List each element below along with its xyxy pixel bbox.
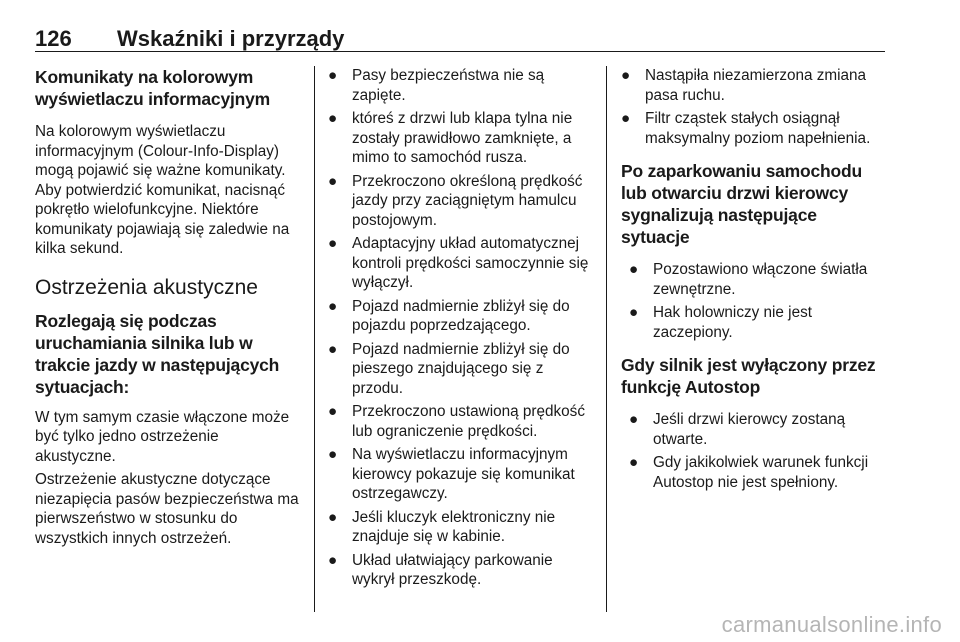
header-divider <box>35 51 885 52</box>
list-item <box>328 234 594 293</box>
bullet-icon: ● <box>629 454 639 471</box>
heading-while-starting: Rozlegają się podczas uruchamiania silnika lub w trakcie jazdy w następujących sytuacjach: <box>35 310 280 397</box>
paragraph-one-warning: W tym samym czasie włączone może być tylko jedno ostrzeżenie akustyczne. <box>35 408 290 465</box>
list-item-text: Jeśli drzwi kierowcy zostaną otwarte. <box>653 411 846 448</box>
list-item <box>328 445 594 504</box>
watermark: carmanualsonline.info <box>721 612 942 637</box>
bullet-icon: ● <box>328 172 338 190</box>
bullet-icon: ● <box>328 551 338 569</box>
list-item-text: Przekroczono określoną prędkość jazdy przy zaciągniętym hamulcu postojowym. <box>352 172 583 229</box>
list-item-text: Pojazd nadmiernie zbliżył się do pojazdu poprzedzającego. <box>352 297 570 334</box>
list-item-text: Przekroczono ustawioną prędkość lub ograniczenie prędkości. <box>352 403 585 440</box>
column-divider-1 <box>314 66 315 612</box>
bullet-icon: ● <box>328 340 338 358</box>
bullet-icon: ● <box>629 261 639 278</box>
column-1 <box>35 66 303 548</box>
list-item-text: Układ ułatwiający parkowanie wykrył przeszkodę. <box>352 551 553 588</box>
page-number: 126 <box>35 26 72 51</box>
column-2 <box>328 66 594 590</box>
running-title: Wskaźniki i przyrządy <box>117 26 345 51</box>
bullet-icon: ● <box>328 235 338 252</box>
heading-autostop: Gdy silnik jest wyłączony przez funkcję Autostop <box>621 355 876 397</box>
warning-list <box>328 66 594 590</box>
bullet-icon: ● <box>621 67 631 84</box>
list-item-text: Pasy bezpieczeństwa nie są zapięte. <box>352 67 545 104</box>
list-item-text: Jeśli kluczyk elektroniczny nie znajduje się w kabinie. <box>352 508 556 545</box>
list-item <box>328 172 594 231</box>
bullet-icon: ● <box>621 110 631 127</box>
autostop-warning-list <box>621 410 889 492</box>
bullet-icon: ● <box>328 110 338 127</box>
list-item-text: Gdy jakikolwiek warunek funkcji Autostop nie jest spełniony. <box>653 454 869 491</box>
list-item <box>328 66 594 105</box>
list-item-text: Na wyświetlaczu informacyjnym kierowcy pokazuje się komunikat ostrzegawczy. <box>352 446 575 502</box>
heading-after-parking: Po zaparkowaniu samochodu lub otwarciu drzwi kierowcy sygnalizują następujące sytuacje <box>621 161 863 247</box>
list-item-text: Hak holowniczy nie jest zaczepiony. <box>653 304 812 341</box>
bullet-icon: ● <box>328 297 338 315</box>
heading-color-info-messages: Komunikaty na kolorowym wyświetlaczu informacyjnym <box>35 67 271 109</box>
bullet-icon: ● <box>328 67 338 84</box>
page-header <box>35 26 885 50</box>
list-item <box>328 508 594 547</box>
list-item-text: któreś z drzwi lub klapa tylna nie zostały prawidłowo zamknięte, a mimo to samochód rusza. <box>352 110 573 166</box>
list-item-text: Pozostawiono włączone światła zewnętrzne. <box>653 261 868 298</box>
bullet-icon: ● <box>328 508 338 526</box>
list-item <box>328 297 594 336</box>
column-divider-2 <box>606 66 607 612</box>
bullet-icon: ● <box>629 411 639 428</box>
list-item <box>328 109 594 168</box>
list-item <box>629 453 889 492</box>
list-item <box>328 551 594 590</box>
list-item <box>629 303 889 342</box>
list-item <box>629 410 889 449</box>
bullet-icon: ● <box>328 403 338 420</box>
list-item-text: Nastąpiła niezamierzona zmiana pasa ruchu. <box>645 67 867 104</box>
list-item-text: Pojazd nadmiernie zbliżył się do pieszego znajdującego się z przodu. <box>352 340 570 397</box>
warning-list-continued <box>621 66 889 148</box>
list-item <box>328 340 594 399</box>
list-item <box>328 402 594 441</box>
bullet-icon: ● <box>629 304 639 321</box>
list-item <box>629 260 889 299</box>
bullet-icon: ● <box>328 446 338 463</box>
parking-warning-list <box>621 260 889 342</box>
list-item <box>621 66 889 105</box>
section-title-acoustic-warnings: Ostrzeżenia akustyczne <box>35 275 258 299</box>
list-item-text: Filtr cząstek stałych osiągnął maksymalny poziom napełnienia. <box>645 110 871 147</box>
list-item-text: Adaptacyjny układ automatycznej kontroli prędkości samoczynnie się wyłączył. <box>352 235 589 291</box>
paragraph-seatbelt-priority: Ostrzeżenie akustyczne dotyczące niezapięcia pasów bezpieczeństwa ma pierwszeństwo w stosunku do wszystkich innych ostrzeżeń. <box>35 471 299 547</box>
list-item <box>621 109 889 148</box>
paragraph-messages-intro: Na kolorowym wyświetlaczu informacyjnym (Colour-Info-Display) mogą pojawić się ważne komunikaty. Aby potwierdzić komunikat, nacisnąć pokrętło wielofunkcyjne. Niektóre komunikaty pojawiają się zaledwie na kilka sekund. <box>35 123 290 257</box>
column-3 <box>621 66 889 492</box>
